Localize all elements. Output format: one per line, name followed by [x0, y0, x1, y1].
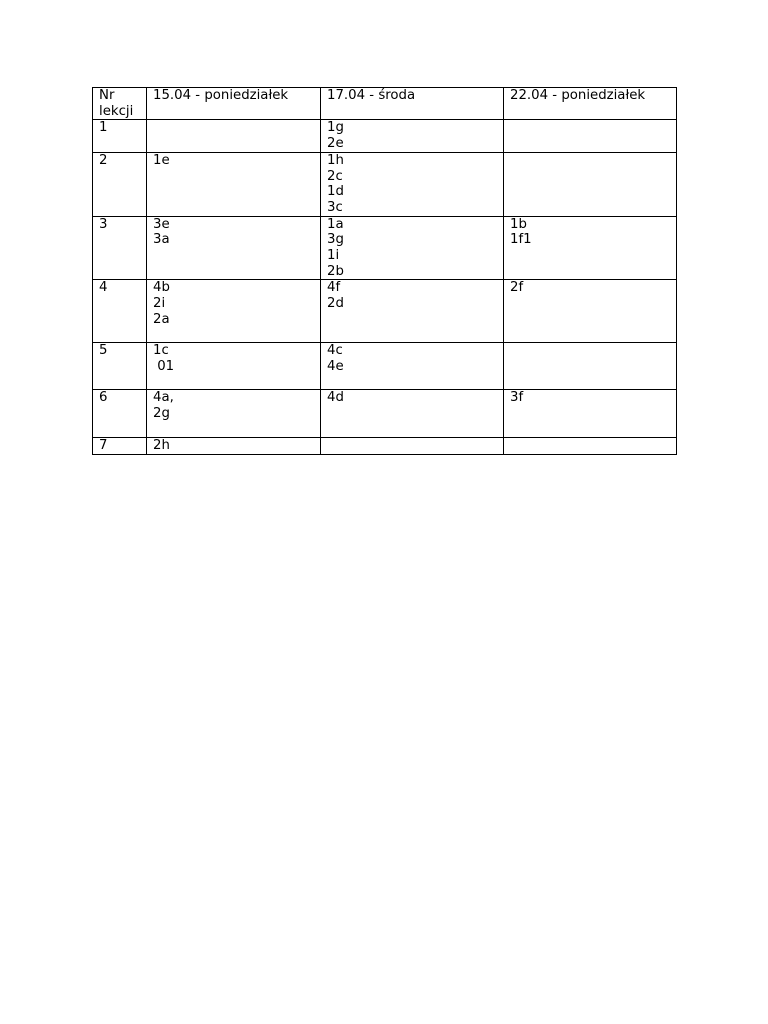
class-list-cell: 2h	[147, 438, 321, 455]
table-row	[93, 390, 677, 438]
header-date-3: 22.04 - poniedziałek	[504, 88, 677, 120]
table-row	[93, 438, 677, 455]
class-list-cell	[504, 120, 677, 152]
lesson-number-cell: 2	[93, 152, 147, 216]
class-list-cell: 1a 3g 1i 2b	[321, 216, 504, 280]
class-list-cell	[504, 438, 677, 455]
lesson-number-cell: 7	[93, 438, 147, 455]
lesson-number-cell: 3	[93, 216, 147, 280]
class-list-cell: 4a, 2g	[147, 390, 321, 438]
class-list-cell: 1e	[147, 152, 321, 216]
table-row	[93, 120, 677, 152]
table-row	[93, 280, 677, 343]
table-header-row	[93, 88, 677, 120]
lesson-number-cell: 6	[93, 390, 147, 438]
class-list-cell: 1c 01	[147, 343, 321, 390]
class-list-cell: 1h 2c 1d 3c	[321, 152, 504, 216]
lesson-number-cell: 1	[93, 120, 147, 152]
class-list-cell	[504, 152, 677, 216]
lesson-schedule-table	[92, 87, 677, 455]
class-list-cell: 4d	[321, 390, 504, 438]
header-lesson-number: Nr lekcji	[93, 88, 147, 120]
class-list-cell	[504, 343, 677, 390]
header-date-1: 15.04 - poniedziałek	[147, 88, 321, 120]
class-list-cell	[321, 438, 504, 455]
table-row	[93, 343, 677, 390]
lesson-number-cell: 4	[93, 280, 147, 343]
table-row	[93, 152, 677, 216]
lesson-number-cell: 5	[93, 343, 147, 390]
class-list-cell: 2f	[504, 280, 677, 343]
class-list-cell: 3f	[504, 390, 677, 438]
class-list-cell: 1b 1f1	[504, 216, 677, 280]
header-date-2: 17.04 - środa	[321, 88, 504, 120]
class-list-cell: 4b 2i 2a	[147, 280, 321, 343]
class-list-cell: 4f 2d	[321, 280, 504, 343]
table-row	[93, 216, 677, 280]
class-list-cell: 4c 4e	[321, 343, 504, 390]
class-list-cell	[147, 120, 321, 152]
class-list-cell: 1g 2e	[321, 120, 504, 152]
class-list-cell: 3e 3a	[147, 216, 321, 280]
